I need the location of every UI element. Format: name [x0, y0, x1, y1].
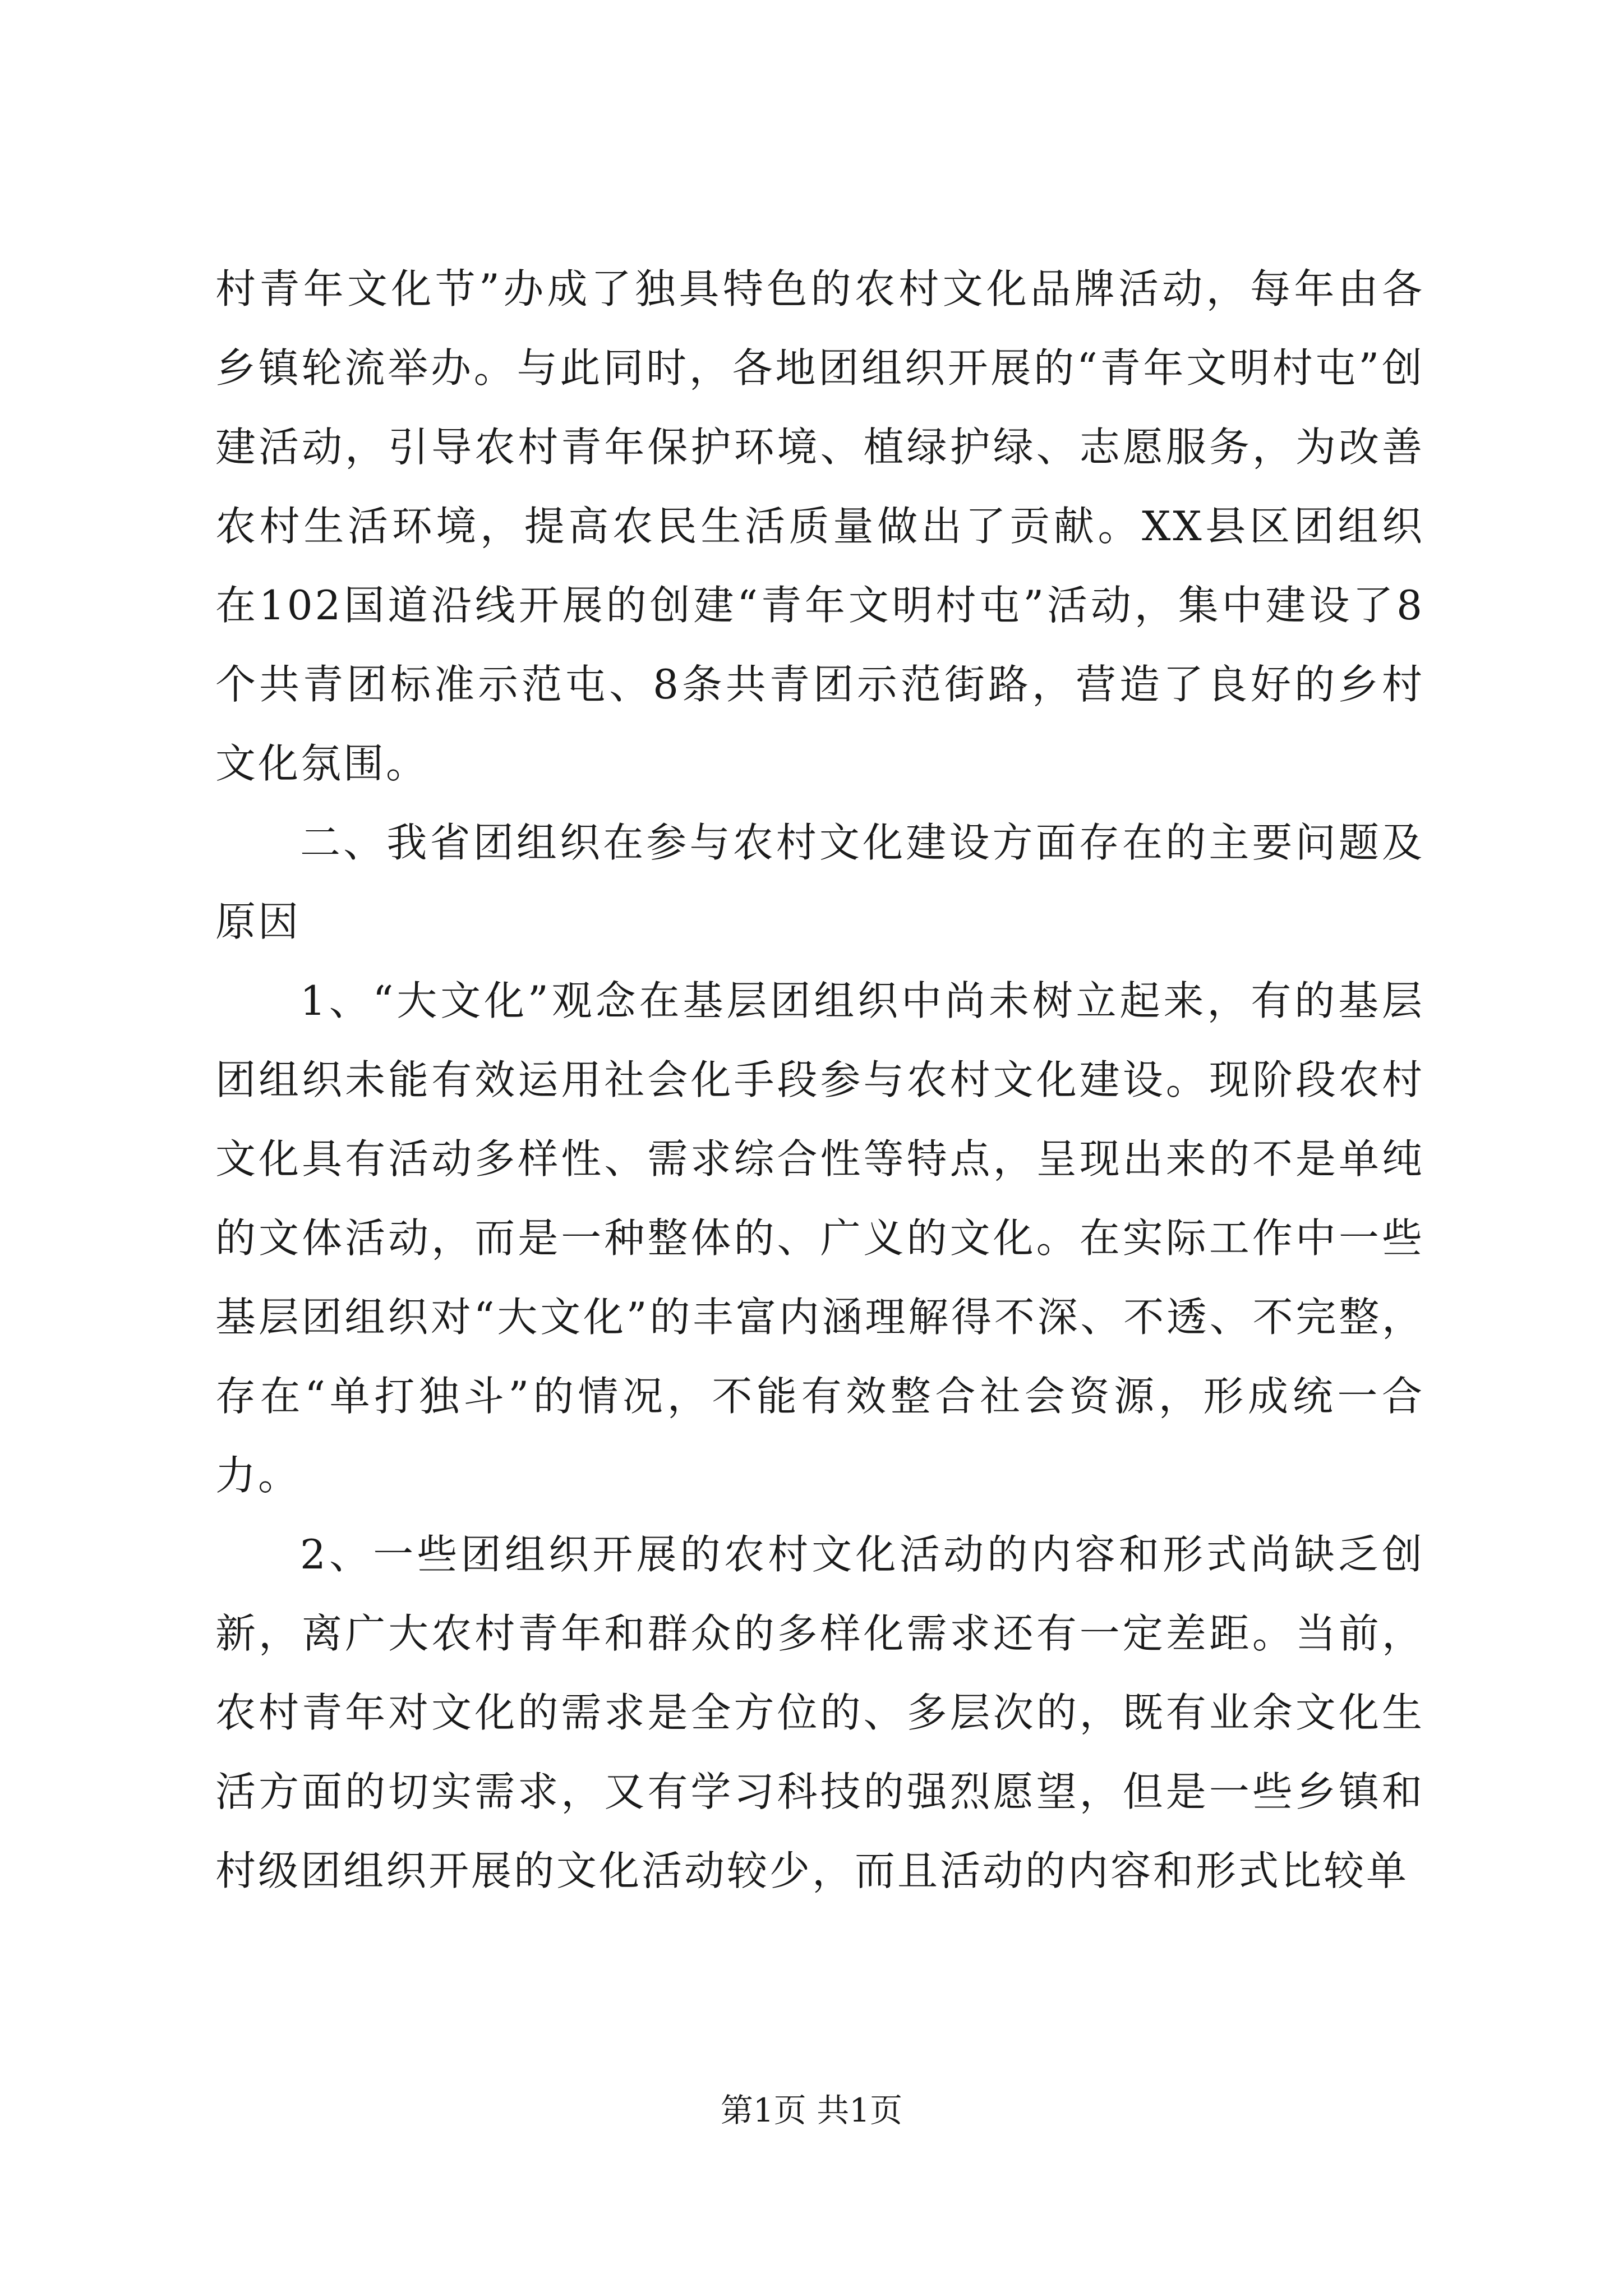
paragraph-point-2: 2、一些团组织开展的农村文化活动的内容和形式尚缺乏创新，离广大农村青年和群众的多样化需求还有一定差距。当前，农村青年对文化的需求是全方位的、多层次的，既有业余文化生活方面的切实需求，又有学习科技的强烈愿望，但是一些乡镇和村级团组织开展的文化活动较少，而且活动的内容和形式比较单: [215, 1531, 1424, 1894]
paragraph-point-1: 1、“大文化”观念在基层团组织中尚未树立起来，有的基层团组织未能有效运用社会化手段参与农村文化建设。现阶段农村文化具有活动多样性、需求综合性等特点，呈现出来的不是单纯的文体活动，而是一种整体的、广义的文化。在实际工作中一些基层团组织对“大文化”的丰富内涵理解得不深、不透、不完整，存在“单打独斗”的情况，不能有效整合社会资源，形成统一合力。: [215, 977, 1424, 1499]
page-footer: 第1页 共1页: [720, 2091, 903, 2129]
document-body: [215, 250, 1424, 1911]
section-heading: 二、我省团组织在参与农村文化建设方面存在的主要问题及原因: [215, 819, 1424, 945]
paragraph-continuation: 村青年文化节”办成了独具特色的农村文化品牌活动，每年由各乡镇轮流举办。与此同时，各地团组织开展的“青年文明村屯”创建活动，引导农村青年保护环境、植绿护绿、志愿服务，为改善农村生活环境，提高农民生活质量做出了贡献。XX县区团组织在102国道沿线开展的创建“青年文明村屯”活动，集中建设了8个共青团标准示范屯、8条共青团示范街路，营造了良好的乡村文化氛围。: [215, 265, 1424, 787]
